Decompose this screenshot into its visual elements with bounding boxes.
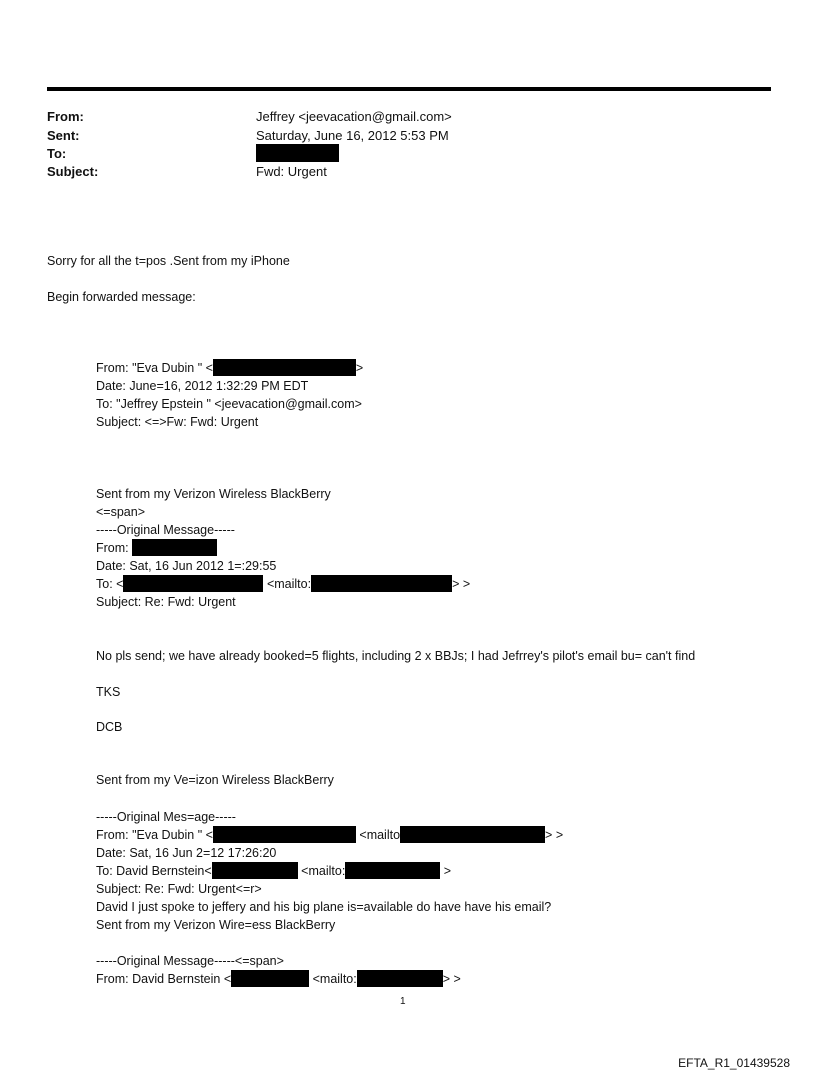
- fwd1-subject-line: Subject: <=>Fw: Fwd: Urgent: [96, 415, 259, 429]
- sent-value: Saturday, June 16, 2012 5:53 PM: [256, 128, 449, 143]
- subject-label: Subject:: [47, 164, 99, 179]
- body-line: Begin forwarded message:: [47, 290, 196, 304]
- redaction: [231, 970, 309, 987]
- body-line: TKS: [96, 685, 121, 699]
- om2-date-line: Date: Sat, 16 Jun 2=12 17:26:20: [96, 846, 277, 860]
- body-line: Sent from my Verizon Wire=ess BlackBerry: [96, 918, 336, 932]
- sent-label: Sent:: [47, 128, 80, 143]
- redaction: [213, 359, 356, 376]
- redaction: [213, 826, 356, 843]
- redaction: [212, 862, 298, 879]
- body-line: Sorry for all the t=pos .Sent from my iPhone: [47, 254, 290, 268]
- om1-date-line: Date: Sat, 16 Jun 2012 1=:29:55: [96, 559, 277, 573]
- body-line: <=span>: [96, 505, 146, 519]
- body-line: No pls send; we have already booked=5 flights, including 2 x BBJs; I had Jefrrey's pilot's email bu= can't find: [96, 649, 696, 663]
- subject-value: Fwd: Urgent: [256, 164, 327, 179]
- to-value-redaction: [256, 144, 339, 163]
- body-line: David I just spoke to jeffery and his big plane is=available do have have his email?: [96, 900, 552, 914]
- body-line: -----Original Mes=age-----: [96, 810, 236, 824]
- fwd1-date-line: Date: June=16, 2012 1:32:29 PM EDT: [96, 379, 309, 393]
- to-label: To:: [47, 146, 67, 161]
- om1-to-line: To: < <mailto: > >: [96, 577, 471, 591]
- redaction: [345, 862, 440, 879]
- header-rule: [47, 87, 771, 91]
- redaction: [311, 575, 452, 592]
- redaction: [357, 970, 443, 987]
- body-line: DCB: [96, 720, 123, 734]
- body-line: -----Original Message-----: [96, 523, 235, 537]
- body-line: Sent from my Verizon Wireless BlackBerry: [96, 487, 331, 501]
- om1-from-line: From:: [96, 539, 217, 557]
- body-line: Sent from my Ve=izon Wireless BlackBerry: [96, 773, 334, 787]
- om2-subject-line: Subject: Re: Fwd: Urgent<=r>: [96, 882, 262, 896]
- redaction: [400, 826, 545, 843]
- om2-from-line: From: "Eva Dubin " < <mailto > >: [96, 828, 564, 842]
- redaction: [123, 575, 263, 592]
- from-value: Jeffrey <jeevacation@gmail.com>: [256, 109, 452, 124]
- fwd1-to-line: To: "Jeffrey Epstein " <jeevacation@gmail.com>: [96, 397, 362, 411]
- om3-from-line: From: David Bernstein < <mailto: > >: [96, 972, 461, 986]
- from-label: From:: [47, 109, 84, 124]
- body-line: -----Original Message-----<=span>: [96, 954, 284, 968]
- document-id-footer: EFTA_R1_01439528: [678, 1056, 790, 1070]
- fwd1-from-line: From: "Eva Dubin " < >: [96, 361, 364, 375]
- redaction: [132, 539, 217, 556]
- om2-to-line: To: David Bernstein< <mailto: >: [96, 864, 452, 878]
- om1-subject-line: Subject: Re: Fwd: Urgent: [96, 595, 236, 609]
- page-number: 1: [400, 996, 406, 1007]
